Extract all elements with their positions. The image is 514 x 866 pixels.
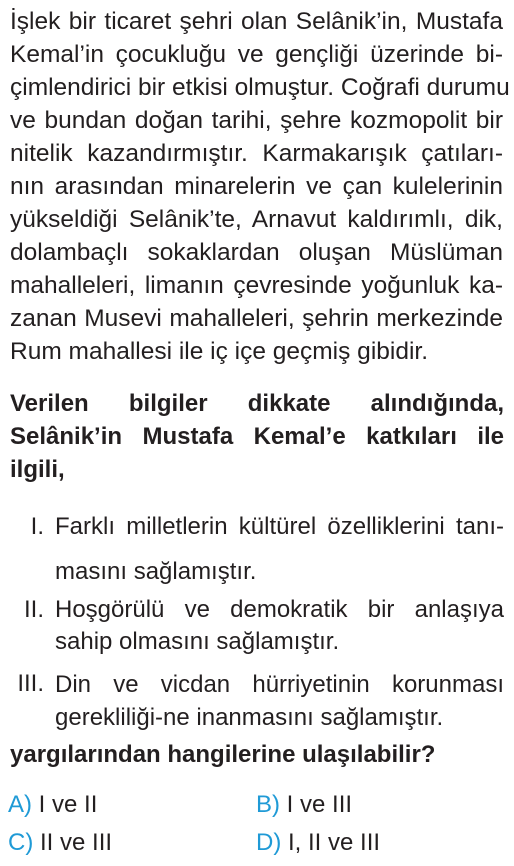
passage-line: mahalleleri, limanın çevresinde yoğunluk ka-	[10, 272, 503, 299]
statement-line: Din ve vicdan hürriyetinin korunması	[55, 671, 504, 698]
passage-line: nın arasından minarelerin ve çan kulelerinin	[10, 173, 503, 200]
question-line: Selânik’in Mustafa Kemal’e katkıları ile	[10, 423, 504, 450]
option-letter: A)	[8, 791, 32, 818]
statement-number: II.	[23, 596, 44, 623]
passage-line: Kemal’in çocukluğu ve gençliği üzerinde bi-	[10, 41, 503, 68]
option-letter: D)	[256, 829, 282, 856]
passage-line: Rum mahallesi ile iç içe geçmiş gibidir.	[10, 338, 429, 365]
statement-line: sahip olmasını sağlamıştır.	[55, 628, 340, 655]
option-text: II ve III	[40, 829, 113, 856]
option-letter: C)	[8, 829, 34, 856]
passage-line: zanan Musevi mahalleleri, şehrin merkezinde	[10, 305, 503, 332]
statement-line: Hoşgörülü ve demokratik bir anlaşıya	[55, 596, 504, 623]
statement-line: gerekliliği-ne inanmasını sağlamıştır.	[55, 704, 444, 731]
passage-line: nitelik kazandırmıştır. Karmakarışık çatıları-	[10, 140, 503, 167]
question-line: Verilen bilgiler dikkate alındığında,	[10, 390, 504, 417]
statement-number: III.	[17, 670, 44, 697]
passage-line: İşlek bir ticaret şehri olan Selânik’in, Mustafa	[10, 8, 503, 35]
option-text: I ve II	[38, 791, 98, 818]
question-line: ilgili,	[10, 456, 65, 483]
option-d[interactable]	[256, 826, 380, 859]
question-prompt: yargılarından hangilerine ulaşılabilir?	[10, 741, 436, 768]
passage-line: yükseldiği Selânik’te, Arnavut kaldırımlı, dik,	[10, 206, 503, 233]
option-letter: B)	[256, 791, 280, 818]
statement-line: Farklı milletlerin kültürel özelliklerini tanı-	[55, 513, 504, 540]
passage-line: dolambaçlı sokaklardan oluşan Müslüman	[10, 239, 503, 266]
statement-number: I.	[30, 513, 44, 540]
statement-line: masını sağlamıştır.	[55, 558, 257, 585]
passage-line: ve bundan doğan tarihi, şehre kozmopolit bir	[10, 107, 503, 134]
passage-line: çimlendirici bir etkisi olmuştur. Coğrafi durumu	[10, 74, 510, 101]
option-text: I, II ve III	[288, 829, 381, 856]
option-c[interactable]	[8, 826, 112, 859]
option-b[interactable]	[256, 788, 352, 821]
option-a[interactable]	[8, 788, 97, 821]
option-text: I ve III	[286, 791, 353, 818]
